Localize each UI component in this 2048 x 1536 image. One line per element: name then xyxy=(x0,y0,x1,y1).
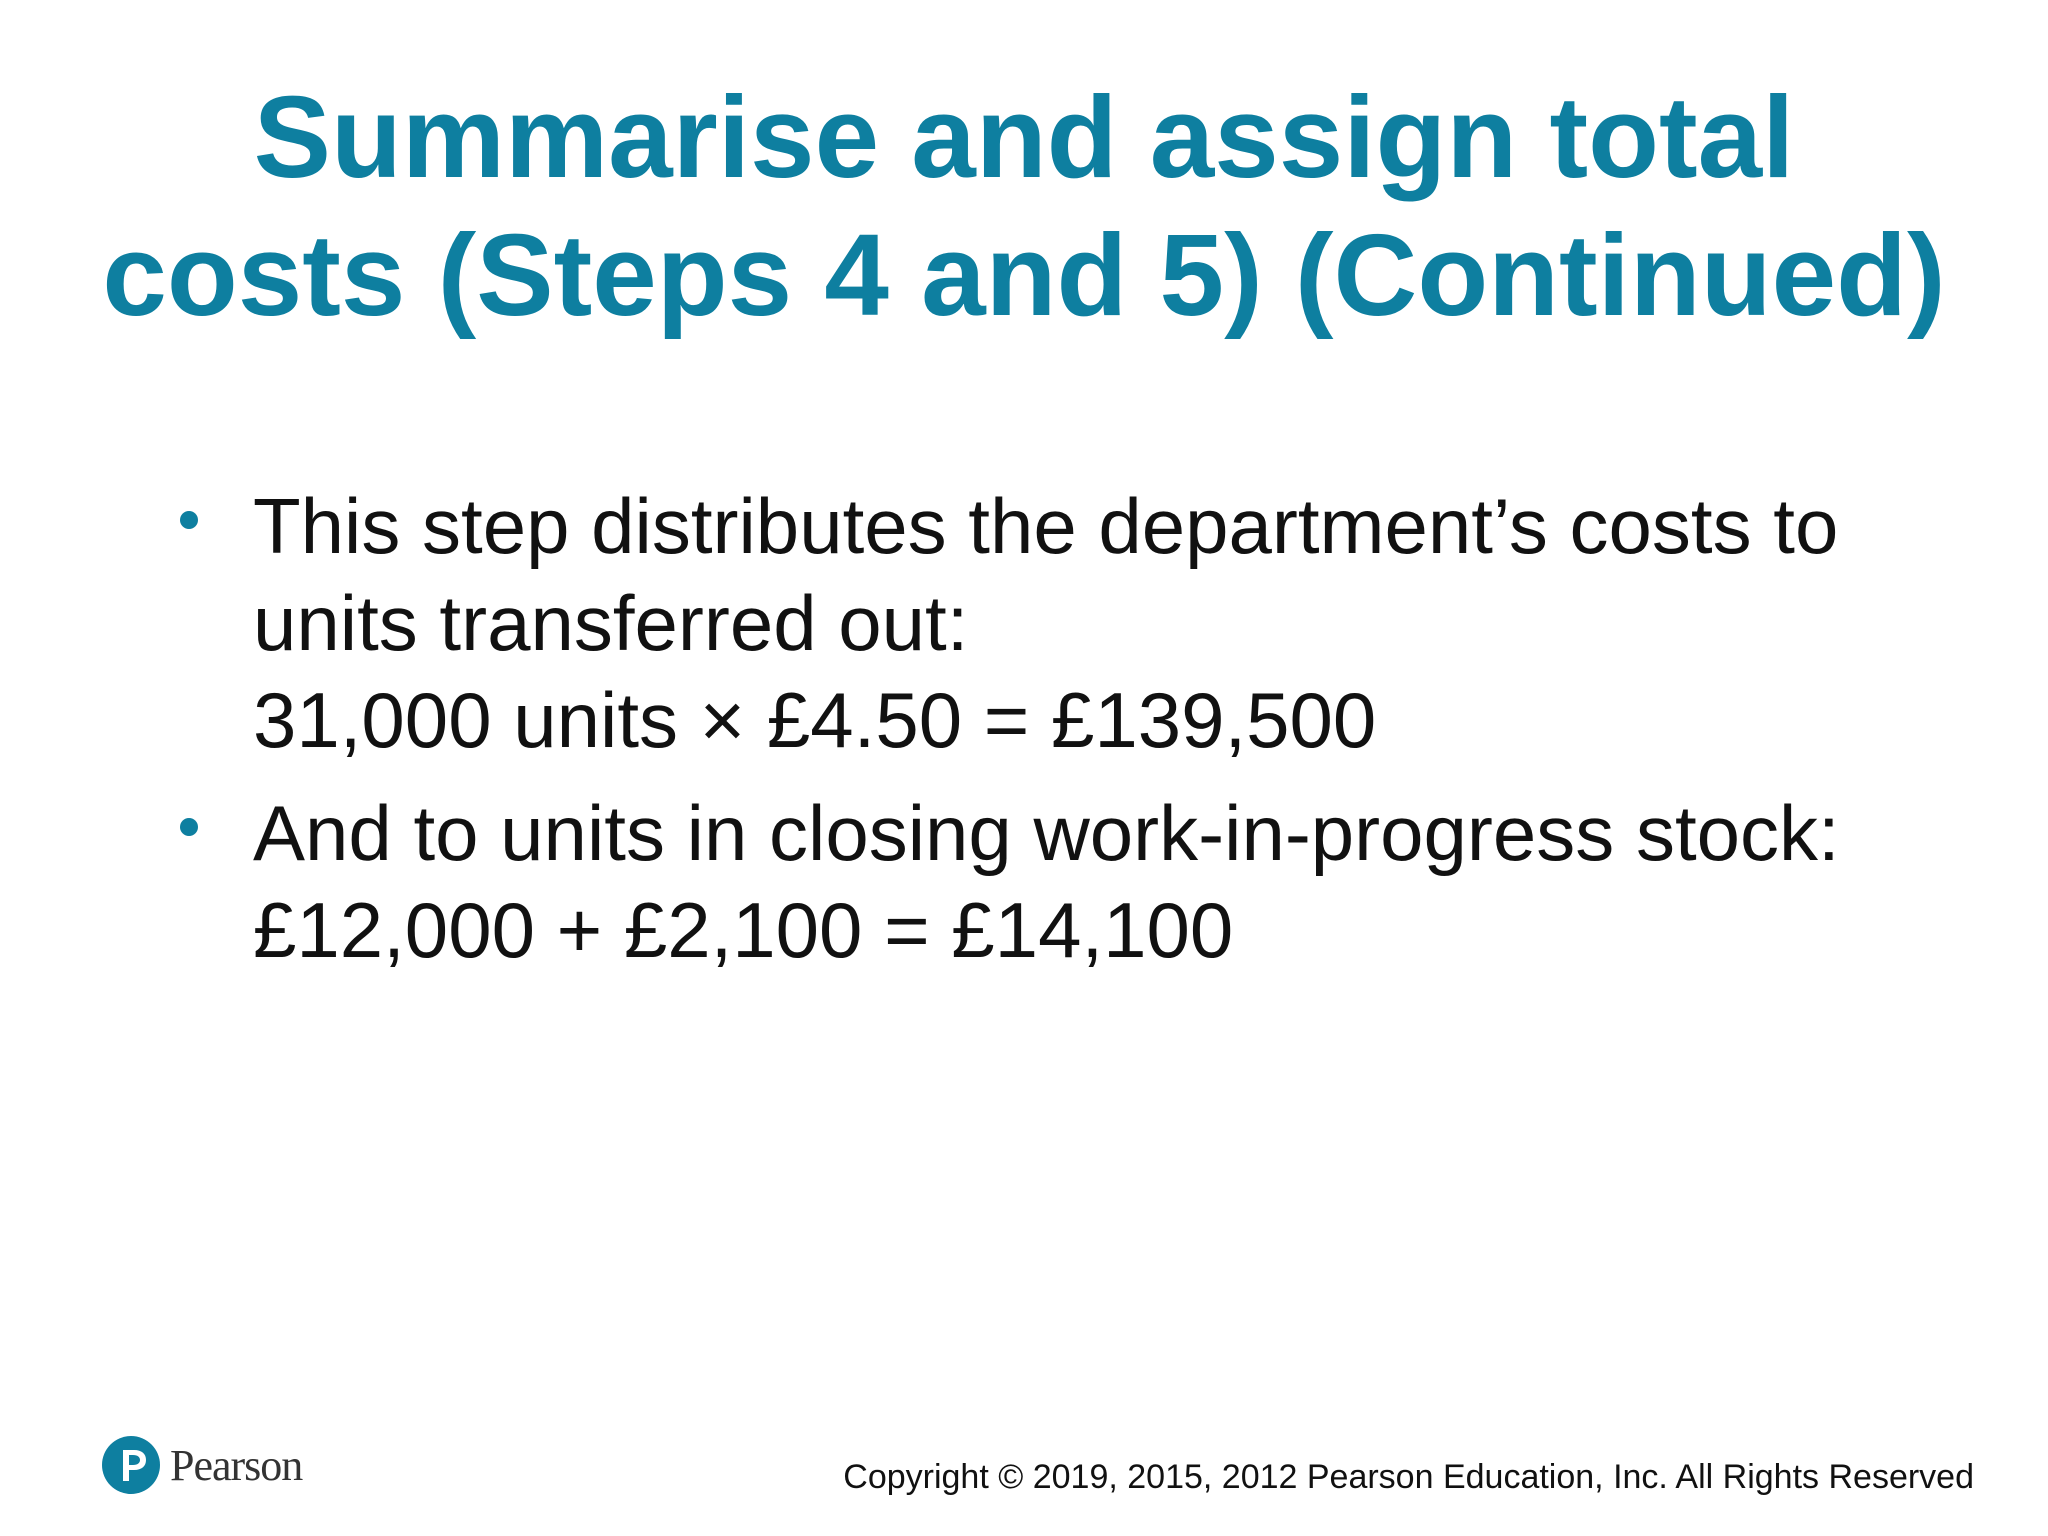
bullet-text-line: This step distributes the department’s costs to xyxy=(253,482,1839,570)
bullet-text-line: And to units in closing work-in-progress stock: xyxy=(253,789,1840,877)
bullet-item xyxy=(176,478,1936,769)
bullet-text-line: units transferred out: xyxy=(253,579,969,667)
bullet-dot-icon xyxy=(180,511,198,529)
bullet-formula-line: 31,000 units × £4.50 = £139,500 xyxy=(253,676,1377,764)
title-line-1: Summarise and assign total xyxy=(253,72,1795,202)
bullet-item xyxy=(176,785,1936,979)
bullet-dot-icon xyxy=(180,818,198,836)
title-line-2: costs (Steps 4 and 5) (Continued) xyxy=(102,210,1946,340)
pearson-logo-text: Pearson xyxy=(170,1440,303,1490)
slide-title xyxy=(60,68,1988,344)
pearson-logo-icon xyxy=(102,1436,160,1494)
copyright-notice: Copyright © 2019, 2015, 2012 Pearson Education, Inc. All Rights Reserved xyxy=(843,1458,1974,1496)
bullet-list xyxy=(176,478,1936,995)
pearson-logo xyxy=(102,1436,302,1494)
bullet-formula-line: £12,000 + £2,100 = £14,100 xyxy=(253,886,1234,974)
